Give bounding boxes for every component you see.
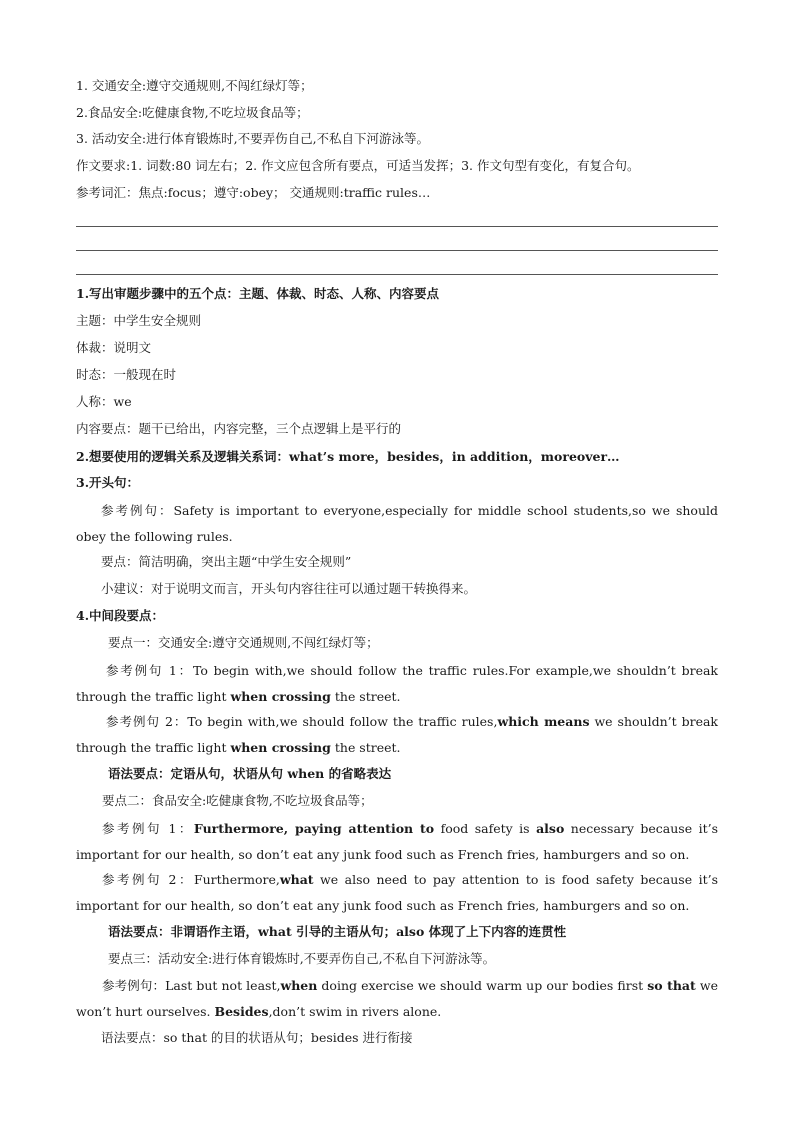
step2-heading: 2.想要使用的逻辑关系及逻辑关系词：what’s more，besides，in addition，moreover… <box>76 449 620 464</box>
point1-title: 要点一：交通安全:遵守交通规则,不闯红绿灯等； <box>108 635 379 650</box>
step3-key-point: 要点：简洁明确，突出主题“中学生安全规则” <box>101 554 352 569</box>
step1-topic: 主题：中学生安全规则 <box>76 313 202 328</box>
step3-heading: 3.开头句： <box>76 475 140 490</box>
intro-point-3: 3. 活动安全:进行体育锻炼时,不要弄伤自己,不私自下河游泳等。 <box>76 131 430 146</box>
step3-example: 参考例句：Safety is important to everyone,especially for middle school students,so we should obey the following rules. <box>76 503 718 544</box>
grammar-point-2: 语法要点：非谓语作主语，what 引导的主语从句；also 体现了上下内容的连贯性 <box>108 924 567 939</box>
step1-tense: 时态：一般现在时 <box>76 367 177 382</box>
point2-example-1: 参考例句 1：Furthermore, paying attention to food safety is also necessary because it’s important for our health, so don’t eat any junk food such as French fries, hamburgers and so on. <box>76 821 719 862</box>
point2-title: 要点二：食品安全:吃健康食物,不吃垃圾食品等； <box>102 793 373 808</box>
reference-vocabulary: 参考词汇：焦点:focus；遵守:obey； 交通规则:traffic rules… <box>76 185 431 200</box>
answer-line-1 <box>76 226 718 227</box>
answer-line-3 <box>76 274 718 275</box>
point3-title: 要点三：活动安全:进行体育锻炼时,不要弄伤自己,不私自下河游泳等。 <box>108 951 496 966</box>
intro-point-2: 2.食品安全:吃健康食物,不吃垃圾食品等； <box>76 105 309 120</box>
intro-point-1: 1. 交通安全:遵守交通规则,不闯红绿灯等； <box>76 78 313 93</box>
grammar-point-1: 语法要点：定语从句，状语从句 when 的省略表达 <box>108 766 392 781</box>
point1-example-2: 参考例句 2：To begin with,we should follow the traffic rules,which means we shouldn’t break through the traffic light when crossing the street. <box>76 714 719 755</box>
answer-line-2 <box>76 250 718 251</box>
writing-requirements: 作文要求:1. 词数:80 词左右；2. 作文应包含所有要点，可适当发挥；3. 作文句型有变化，有复合句。 <box>76 158 640 173</box>
step3-tip: 小建议：对于说明文而言，开头句内容往往可以通过题干转换得来。 <box>101 581 477 596</box>
step1-heading: 1.写出审题步骤中的五个点：主题、体裁、时态、人称、内容要点 <box>76 286 440 301</box>
grammar-point-3: 语法要点：so that 的目的状语从句；besides 进行衔接 <box>101 1030 413 1045</box>
step1-genre: 体裁：说明文 <box>76 340 152 355</box>
step1-person: 人称：we <box>76 394 132 409</box>
step1-content: 内容要点：题干已给出，内容完整，三个点逻辑上是平行的 <box>76 421 402 436</box>
step4-heading: 4.中间段要点： <box>76 608 165 623</box>
point2-example-2: 参考例句 2：Furthermore,what we also need to pay attention to is food safety because it’s important for our health, so don’t eat any junk food such as French fries, hamburgers and so on. <box>76 872 719 913</box>
point3-example: 参考例句：Last but not least,when doing exercise we should warm up our bodies first so that we won’t hurt ourselves. Besides,don’t swim in rivers alone. <box>76 978 718 1019</box>
point1-example-1: 参考例句 1：To begin with,we should follow the traffic rules.For example,we shouldn’t break through the traffic light when crossing the street. <box>76 663 718 704</box>
